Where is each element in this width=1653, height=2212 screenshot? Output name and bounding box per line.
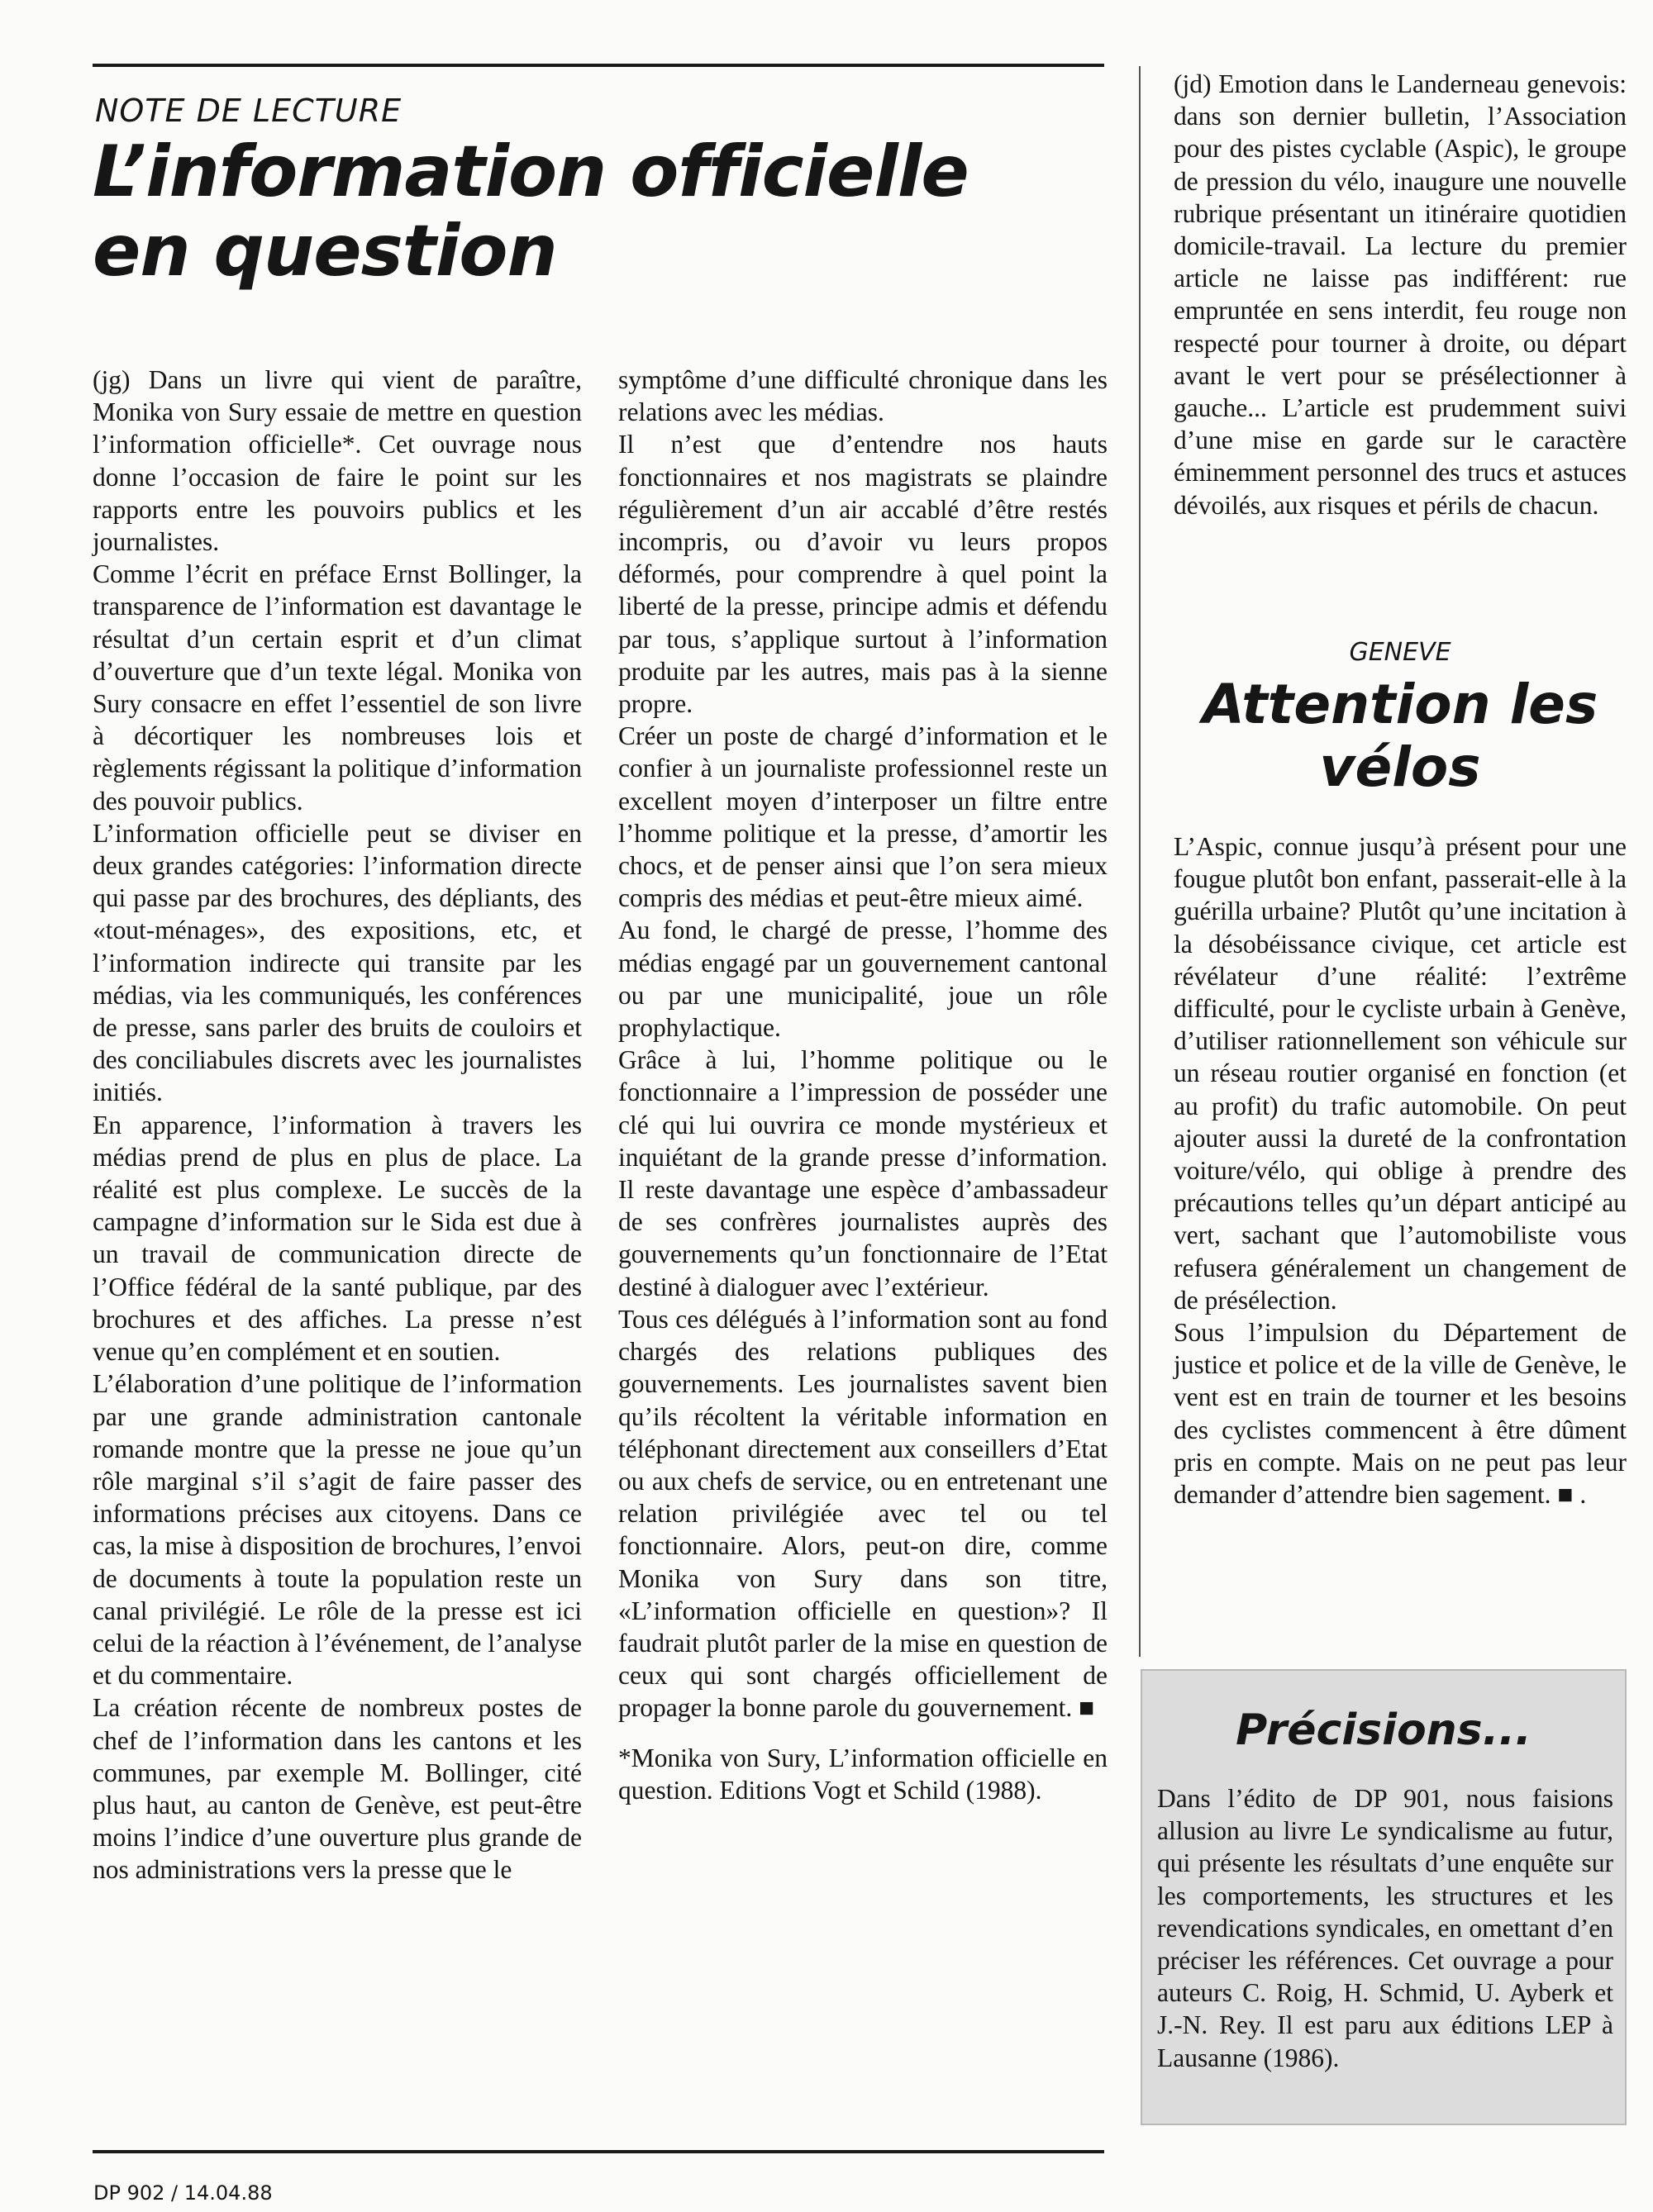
article-paragraph: (jg) Dans un livre qui vient de paraître, Monika von Sury essaie de mettre en question l’information officielle*. Cet ouvrage nous donne l’occasion de faire le point sur les rapports entre les pouvoirs publics et les journalistes.	[93, 365, 582, 557]
precisions-box	[1141, 1669, 1627, 2125]
sidebar-intro-column	[1174, 68, 1627, 521]
page-footer-label: DP 902 / 14.04.88	[93, 2181, 273, 2205]
sidebar-intro: (jd) Emotion dans le Landerneau genevois: dans son dernier bulletin, l’Association pour des pistes cyclable (Aspic), le groupe de pression du vélo, inaugure une nouvelle rubrique présentant un itinéraire quotidien domicile-travail. La lecture du premier article ne laisse pas indifférent: rue empruntée en sens interdit, feu rouge non respecté pour tourner à droite, ou départ avant le vert pour se présélectionner à gauche... L’article est prudemment suivi d’une mise en garde sur le caractère éminemment personnel des trucs et astuces dévoilés, aux risques et périls de chacun.	[1174, 69, 1627, 520]
article-column-1	[93, 364, 582, 1886]
article-paragraph: Au fond, le chargé de presse, l’homme des médias engagé par un gouvernement cantonal ou par une municipalité, joue un rôle prophylactique.	[618, 916, 1108, 1043]
article-paragraph: L’élaboration d’une politique de l’information par une grande administration cantonale romande montre que la presse ne joue qu’un rôle marginal s’il s’agit de faire passer des informations précises aux citoyens. Dans ce cas, la mise à disposition de brochures, l’envoi de documents à toute la population reste un canal privilégié. Le rôle de la presse est ici celui de la réaction à l’événement, de l’analyse et du commentaire.	[93, 1369, 582, 1691]
article-paragraph: Il n’est que d’entendre nos hauts fonctionnaires et nos magistrats se plaindre régulièrement d’un air accablé d’être restés incompris, ou d’avoir vu leurs propos déformés, pour comprendre à quel point la liberté de la presse, principe admis et défendu par tous, s’applique surtout à l’information produite par les autres, mais pas à la sienne propre.	[618, 430, 1108, 719]
sidebar-kicker: GENEVE	[1349, 638, 1451, 667]
article-paragraph: Grâce à lui, l’homme politique ou le fonctionnaire a l’impression de posséder une clé qui lui ouvrira ce monde mystérieux et inquiétant de la grande presse d’information. Il reste davantage une espèce d’ambassadeur de ses confrères journalistes auprès des gouvernements qu’un fonctionnaire de l’Etat destiné à dialoguer avec l’extérieur.	[618, 1045, 1108, 1301]
article-paragraph: Comme l’écrit en préface Ernst Bollinger, la transparence de l’information est davantage le résultat d’un certain esprit et d’un climat d’ouverture que d’un texte légal. Monika von Sury consacre en effet l’essentiel de son livre à décortiquer les nombreuses lois et règlements régissant la politique d’information des pouvoir publics.	[93, 559, 582, 816]
sidebar-paragraph: Sous l’impulsion du Département de justice et police et de la ville de Genève, le vent est en train de tourner et les besoins des cyclistes commencent à être dûment pris en compte. Mais on ne peut pas leur demander d’attendre bien sagement. ■ .	[1174, 1318, 1627, 1510]
article-footnote: *Monika von Sury, L’information officielle en question. Editions Vogt et Schild (1988).	[618, 1743, 1108, 1805]
sidebar-body-column	[1174, 830, 1627, 1510]
article-paragraph: En apparence, l’information à travers les médias prend de plus en plus de place. La réalité est plus complexe. Le succès de la campagne d’information sur le Sida est due à un travail de communication directe de l’Office fédéral de la santé publique, par des brochures et des affiches. La presse n’est venue qu’en complément et en soutien.	[93, 1110, 582, 1367]
article-kicker: NOTE DE LECTURE	[95, 93, 403, 129]
article-paragraph: La création récente de nombreux postes de chef de l’information dans les cantons et les communes, par exemple M. Bollinger, cité plus haut, au canton de Genève, est peut-être moins l’indice d’une ouverture plus grande de nos administrations vers la presse que le	[93, 1693, 582, 1885]
sidebar-title: Attention les vélos	[1202, 673, 1598, 799]
article-column-2	[618, 364, 1108, 1724]
column-divider	[1139, 66, 1141, 1657]
article-paragraph: L’information officielle peut se diviser en deux grandes catégories: l’information directe qui passe par des brochures, des dépliants, des «tout-ménages», des expositions, etc, et l’information indirecte qui transite par les médias, via les communiqués, les conférences de presse, sans parler des bruits de couloirs et des conciliabules discrets avec les journalistes initiés.	[93, 818, 582, 1107]
sidebar-paragraph: L’Aspic, connue jusqu’à présent pour une fougue plutôt bon enfant, passerait-elle à la guérilla urbaine? Plutôt qu’une incitation à la désobéissance civique, cet article est révélateur d’une réalité: l’extrême difficulté, pour le cycliste urbain à Genève, d’utiliser rationnellement son véhicule sur un réseau routier organisé en fonction (et au profit) du trafic automobile. On peut ajouter aussi la dureté de la confrontation voiture/vélo, qui oblige à prendre des précautions telles qu’un départ anticipé au vert, sachant que l’automobiliste vous refusera généralement un changement de de présélection.	[1174, 832, 1627, 1315]
bottom-rule	[93, 2150, 1104, 2153]
article-title: L’information officielle en question	[93, 131, 969, 293]
article-paragraph: symptôme d’une difficulté chronique dans les relations avec les médias.	[618, 365, 1108, 427]
precisions-title: Précisions...	[1236, 1705, 1532, 1755]
precisions-text: Dans l’édito de DP 901, nous faisions allusion au livre Le syndicalisme au futur, qui présente les résultats d’une enquête sur les comportements, les structures et les revendications syndicales, en omettant d’en préciser les références. Cet ouvrage a pour auteurs C. Roig, H. Schmid, U. Ayberk et J.-N. Rey. Il est paru aux éditions LEP à Lausanne (1986).	[1157, 1784, 1613, 2072]
article-paragraph: Créer un poste de chargé d’information et le confier à un journaliste professionnel reste un excellent moyen d’interposer un filtre entre l’homme politique et la presse, d’amortir les chocs, et de penser ainsi que l’on sera mieux compris des médias et peut-être mieux aimé.	[618, 721, 1108, 913]
article-paragraph: Tous ces délégués à l’information sont au fond chargés des relations publiques des gouvernements. Les journalistes savent bien qu’ils récoltent la véritable information en téléphonant directement aux conseillers d’Etat ou aux chefs de service, ou en entretenant une relation privilégiée avec tel ou tel fonctionnaire. Alors, peut-on dire, comme Monika von Sury dans son titre, «L’information officielle en question»? Il faudrait plutôt parler de la mise en question de ceux qui sont chargés officiellement de propager la bonne parole du gouvernement. ■	[618, 1304, 1108, 1723]
top-rule-main	[93, 64, 1104, 67]
